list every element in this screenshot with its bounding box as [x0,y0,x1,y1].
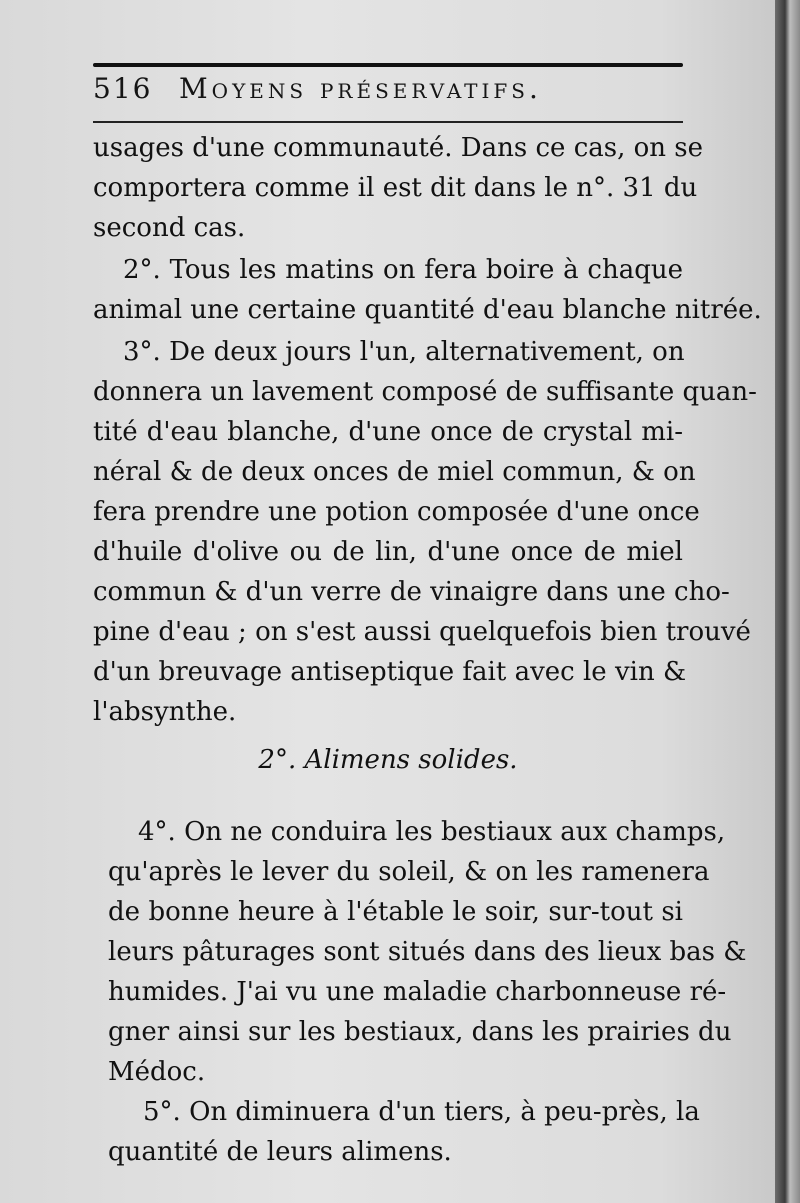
text-line: tité d'eau blanche, d'une once de crystal mi- [93,417,683,447]
text-line: qu'après le lever du soleil, & on les ramenera [108,857,710,887]
running-header [93,72,693,112]
text-line: second cas. [93,213,246,243]
running-title: Moyens préservatifs. [179,72,542,105]
text-line: animal une certaine quantité d'eau blanche nitrée. [93,295,762,325]
text-line: humides. J'ai vu une maladie charbonneuse ré- [108,977,727,1007]
text-line: gner ainsi sur les bestiaux, dans les prairies du [108,1017,732,1047]
text-line: usages d'une communauté. Dans ce cas, on se [93,133,704,163]
text-line: comportera comme il est dit dans le n°. 31 du [93,173,698,203]
text-line: donnera un lavement composé de suffisante quan- [93,377,757,407]
text-line: 4°. On ne conduira les bestiaux aux champs, [138,817,726,847]
section-heading: 2°. Alimens solides. [258,745,518,775]
book-spine [775,0,800,1203]
text-line: d'un breuvage antiseptique fait avec le vin & [93,657,687,687]
header-rule-top [93,63,683,67]
text-line: 3°. De deux jours l'un, alternativement, on [123,337,685,367]
text-line: l'absynthe. [93,697,237,727]
page-number: 516 [93,72,153,105]
header-rule-bottom [93,121,683,123]
text-line: de bonne heure à l'étable le soir, sur-tout si [108,897,683,927]
text-line: leurs pâturages sont situés dans des lieux bas & [108,937,747,967]
text-line: fera prendre une potion composée d'une once [93,497,700,527]
text-line: 2°. Tous les matins on fera boire à chaque [123,255,683,285]
text-line: commun & d'un verre de vinaigre dans une cho- [93,577,730,607]
text-line: néral & de deux onces de miel commun, & on [93,457,696,487]
text-line: d'huile d'olive ou de lin, d'une once de miel [93,537,683,567]
text-line: Médoc. [108,1057,206,1087]
text-line: pine d'eau ; on s'est aussi quelquefois bien trouvé [93,617,751,647]
text-line: 5°. On diminuera d'un tiers, à peu-près, la [143,1097,700,1127]
text-line: quantité de leurs alimens. [108,1137,452,1167]
